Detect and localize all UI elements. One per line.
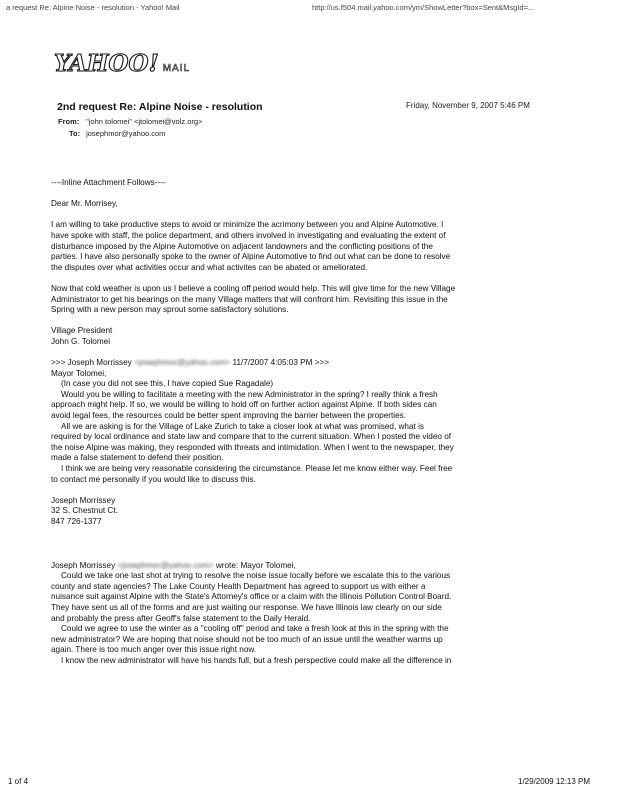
quote-header [51, 358, 561, 369]
body-line: approach might help. If so, we would be willing to hold off on further action against Alpine. If both sides can [51, 400, 437, 410]
body-line: required by local ordinance and state law and compare that to the current situation. When I posted the video of [51, 432, 452, 442]
body-line: county and state agencies? The Lake County Health Department has agreed to support us with either a [51, 581, 426, 591]
body-line: made a false statement to defend their position. [51, 453, 224, 463]
body-line: Spring with a new person may sprout some satisfactory solutions. [51, 305, 289, 315]
body-line: the disputes over what activities occur and what activites can be abated or ameliorated. [51, 262, 368, 272]
email-date: Friday, November 9, 2007 5:46 PM [406, 101, 530, 110]
logo-brand: YAHOO! [54, 50, 159, 77]
from-row [58, 117, 202, 126]
body-line: I know the new administrator will have his hands full, but a fresh perspective could make all the difference in [61, 655, 452, 665]
body-line: Now that cold weather is upon us I believe a cooling off period would help. This will give time for the new Village [51, 283, 456, 293]
body-line: I am willing to take productive steps to avoid or minimize the acrimony between you and Alpine Automotive. I [51, 220, 444, 230]
body-line: Administrator to get his bearings on the many Village matters that will confront him. Revisiting this issue in the [51, 294, 448, 304]
from-label: From: [58, 117, 80, 126]
signature-phone: 847 726-1377 [51, 517, 102, 526]
body-line: disturbance imposed by the Alpine Automotive on adjacent landowners and the conflicting positions of the [51, 241, 433, 251]
browser-header-url: http://us.f504.mail.yahoo.com/ym/ShowLetter?box=Sent&MsgId=... [312, 3, 535, 12]
quote-salutation: Mayor Tolomei, [51, 368, 107, 378]
body-line: Could we take one last shot at trying to resolve the noise issue locally before we escalate this to the various [61, 571, 451, 581]
body-line: nuisance suit against Alpine with the State's Attorney's office or a claim with the Illinois Pollution Control Board. [51, 592, 452, 602]
body-line: Would you be willing to facilitate a meeting with the new Administrator in the spring? I really think a fresh [61, 389, 438, 399]
from-value: "john tolomei" <jtolomei@volz.org> [86, 117, 203, 126]
body-line: Could we agree to use the winter as a "cooling off" period and take a fresh look at this in the spring with the [61, 624, 449, 634]
print-timestamp: 1/29/2009 12:13 PM [518, 777, 591, 786]
signature-title: Village President [51, 326, 113, 336]
body-line: avoid legal fees, the resources could be better spent improving the barrier between the properties. [51, 411, 406, 421]
email-body [51, 178, 561, 667]
yahoo-mail-logo [54, 50, 190, 77]
body-line: They have sent us all of the forms and are just waiting our response. We have Illinois law clearly on our side [51, 602, 442, 612]
page-number: 1 of 4 [8, 777, 29, 786]
to-label: To: [69, 129, 81, 138]
wrote-header-email: <josephmor@yahoo.com> [117, 560, 214, 570]
to-value: josephmor@yahoo.com [86, 129, 166, 138]
signature-name: Joseph Morrissey [51, 495, 116, 505]
browser-header-title: a request Re: Alpine Noise - resolution - Yahoo! Mail [6, 3, 180, 12]
wrote-header-pre: Joseph Morrissey [51, 560, 118, 570]
body-line: and probably the press after Geoff's false statement to the Daily Herald. [51, 613, 311, 623]
body-line: All we are asking is for the Village of Lake Zurich to take a closer look at what was promised, what is [61, 421, 425, 431]
quote-header-pre: >>> Joseph Morrissey [51, 358, 135, 368]
quote-header-email: <josephmor@yahoo.com> [134, 358, 231, 368]
body-line: have spoke with staff, the police department, and others involved in investigating and evaluating the extent of [51, 230, 446, 240]
body-line: again. There is too much anger over this issue right now. [51, 645, 257, 655]
body-line: (In case you did not see this, I have copied Sue Ragadale) [61, 379, 274, 389]
greeting: Dear Mr. Morrisey, [51, 199, 118, 209]
body-line: I think we are being very reasonable considering the circumstance. Please let me know either way. Feel free [61, 464, 453, 474]
logo-product: MAIL [162, 63, 191, 74]
inline-attachment-divider: ----Inline Attachment Follows---- [51, 178, 166, 187]
signature-name: John G. Tolomei [51, 336, 111, 346]
body-line: new administrator? We are hoping that noise should not be too much of an issue until the weather warms up [51, 634, 443, 644]
body-line: the noise Alpine was making, they responded with threats and intimidation. When I went to the newspaper, they [51, 442, 454, 452]
body-line: parties. I have also personally spoke to the owner of Alpine Automotive to find out what can be done to resolve [51, 252, 451, 262]
body-line: to contact me personally if you would like to discuss this. [51, 474, 256, 484]
to-row [69, 129, 165, 138]
wrote-header [51, 561, 561, 572]
signature-address: 32 S. Chestnut Ct. [51, 506, 118, 516]
quote-header-post: 11/7/2007 4:05:03 PM >>> [230, 358, 330, 368]
email-subject: 2nd request Re: Alpine Noise - resolution [57, 101, 263, 113]
wrote-header-post: wrote: Mayor Tolomei, [213, 560, 296, 570]
